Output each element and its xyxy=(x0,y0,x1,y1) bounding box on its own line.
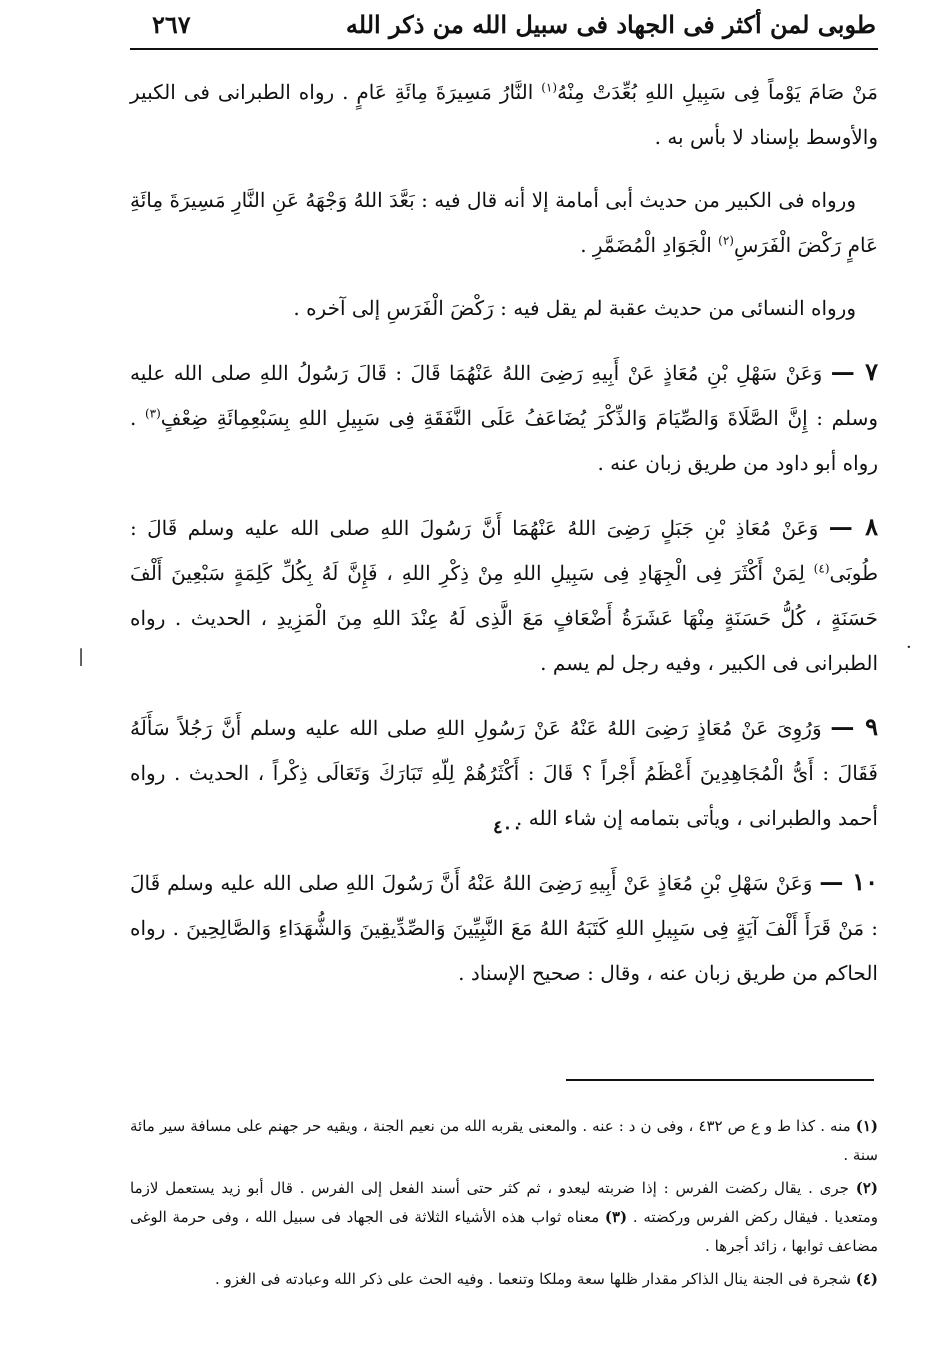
footnote-1 xyxy=(130,1112,878,1170)
footnote-3-text: معناه ثواب هذه الأشياء الثلاثة فى الجهاد فى سبيل الله ، وفى حرمة الوغى مضاعف ثوابها ، زائد أجرها . xyxy=(130,1208,878,1255)
footnote-1-text: منه . كذا ط و ع ص ٤٣٢ ، وفى ن د : عنه . والمعنى يقربه الله من نعيم الجنة ، ويقيه حر جهنم على مسافة سير مائة سنة . xyxy=(130,1117,878,1164)
main-text xyxy=(130,70,878,1014)
hadith-7 xyxy=(130,349,878,486)
hadith-8-rest: لِمَنْ أَكْثَرَ فِى الْجِهَادِ فِى سَبِيلِ اللهِ مِنْ ذِكْرِ اللهِ ، فَإِنَّ لَهُ بِكُلِّ كَلِمَةٍ سَبْعِينَ أَلْفَ حَسَنَةٍ ، كُلُّ حَسَنَةٍ مِنْهَا عَشَرَةُ أَضْعَافٍ مَعَ الَّذِى لَهُ عِنْدَ اللهِ مِنَ الْمَزِيدِ ، الحديث . رواه الطبرانى فى الكبير ، وفيه رجل لم يسم . xyxy=(130,561,878,675)
footnote-2-text: جرى . يقال ركضت الفرس : إذا ضربته ليعدو ، ثم كثر حتى أسند الفعل إلى الفرس . قال أبو زيد يستعمل لازما ومتعديا . فيقال ركض الفرس وركضته . xyxy=(130,1179,878,1226)
footnote-4 xyxy=(130,1265,878,1294)
footnote-ref-2: (٢) xyxy=(718,233,734,248)
footnote-ref-3: (٣) xyxy=(144,406,161,421)
hadith-number-10: ١٠ — xyxy=(819,867,879,896)
page-number: ٢٦٧ xyxy=(152,9,191,39)
header-rule xyxy=(130,48,878,50)
running-title: طوبى لمن أكثر فى الجهاد فى سبيل الله من ذكر الله xyxy=(345,9,876,39)
footnote-number-3: (٣) xyxy=(604,1208,628,1226)
paragraph-1-text: مَنْ صَامَ يَوْماً فِى سَبِيلِ اللهِ بُعِّدَتْ مِنْهُ xyxy=(557,80,878,104)
footnote-2-3 xyxy=(130,1174,878,1261)
footnote-number-2: (٢) xyxy=(855,1179,878,1197)
footnote-ref-1: (١) xyxy=(541,80,558,95)
hadith-number-9: ٩ — xyxy=(830,712,878,741)
hadith-10 xyxy=(130,859,878,996)
page-header xyxy=(130,0,878,48)
margin-dot: · xyxy=(906,637,912,658)
footnotes xyxy=(130,1112,878,1298)
footnote-number-4: (٤) xyxy=(855,1270,878,1288)
hadith-7-text: وَعَنْ سَهْلِ بْنِ مُعَاذٍ عَنْ أَبِيهِ رَضِىَ اللهُ عَنْهُمَا قَالَ : قَالَ رَسُولُ اللهِ صلى الله عليه وسلم : إِنَّ الصَّلَاةَ وَالصِّيَامَ وَالذِّكْرَ يُضَاعَفُ عَلَى النَّفَقَةِ فِى سَبِيلِ اللهِ بِسَبْعِمِائَةِ ضِعْفٍ xyxy=(130,361,878,430)
footnote-number-1: (١) xyxy=(855,1117,878,1135)
margin-tick: | xyxy=(78,646,85,667)
paragraph-2 xyxy=(130,178,878,268)
paragraph-1 xyxy=(130,70,878,160)
hadith-number-7: ٧ — xyxy=(830,357,879,386)
paragraph-3-text: ورواه النسائى من حديث عقبة لم يقل فيه : رَكْضَ الْفَرَسِ إلى آخره . xyxy=(293,296,856,320)
hadith-8 xyxy=(130,504,878,686)
hadith-7-rest: . رواه أبو داود من طريق زبان عنه . xyxy=(130,406,878,475)
paragraph-2-text: ورواه فى الكبير من حديث أبى أمامة إلا أنه قال فيه : بَعَّدَ اللهُ وَجْهَهُ عَنِ النَّارِ مَسِيرَةَ مِائَةِ عَامٍ رَكْضَ الْفَرَسِ xyxy=(130,188,878,257)
hadith-8-text: وَعَنْ مُعَاذِ بْنِ جَبَلٍ رَضِىَ اللهُ عَنْهُمَا أَنَّ رَسُولَ اللهِ صلى الله عليه وسلم قَالَ : طُوبَى xyxy=(130,516,878,585)
hadith-9-text: وَرُوِىَ عَنْ مُعَاذٍ رَضِىَ اللهُ عَنْهُ عَنْ رَسُولِ اللهِ صلى الله عليه وسلم أَنَّ رَجُلاً سَأَلَهُ فَقَالَ : أَىُّ الْمُجَاهِدِينَ أَعْظَمُ أَجْراً ؟ قَالَ : أَكْثَرُهُمْ لِلّهِ تَبَارَكَ وَتَعَالَى ذِكْراً ، الحديث . رواه أحمد والطبرانى ، ويأتى بتمامه إن شاء الله . xyxy=(130,716,878,830)
footnote-4-text: شجرة فى الجنة ينال الذاكر مقدار ظلها سعة وملكا وتنعما . وفيه الحث على ذكر الله وعبادته فى الغزو . xyxy=(214,1270,851,1288)
footnote-ref-4: (٤) xyxy=(813,561,830,576)
hadith-number-8: ٨ — xyxy=(828,512,878,541)
paragraph-2-rest: الْجَوَادِ الْمُضَمَّرِ . xyxy=(580,233,712,257)
hadith-10-text: وَعَنْ سَهْلِ بْنِ مُعَاذٍ عَنْ أَبِيهِ رَضِىَ اللهُ عَنْهُ أَنَّ رَسُولَ اللهِ صلى الله عليه وسلم قَالَ : مَنْ قَرَأَ أَلْفَ آيَةٍ فِى سَبِيلِ اللهِ كَتَبَهُ اللهُ مَعَ النَّبِيِّينَ وَالصِّدِّيقِينَ وَالشُّهَدَاءِ وَالصَّالِحِينَ . رواه الحاكم من طريق زبان عنه ، وقال : صحيح الإسناد . xyxy=(130,871,878,985)
footnote-separator xyxy=(566,1079,874,1081)
handwritten-note: ٤٠٠ xyxy=(493,817,523,838)
paragraph-1-rest: النَّارُ مَسِيرَةَ مِائَةِ عَامٍ . رواه الطبرانى فى الكبير والأوسط بإسناد لا بأس به . xyxy=(130,80,878,149)
paragraph-3 xyxy=(130,286,878,331)
